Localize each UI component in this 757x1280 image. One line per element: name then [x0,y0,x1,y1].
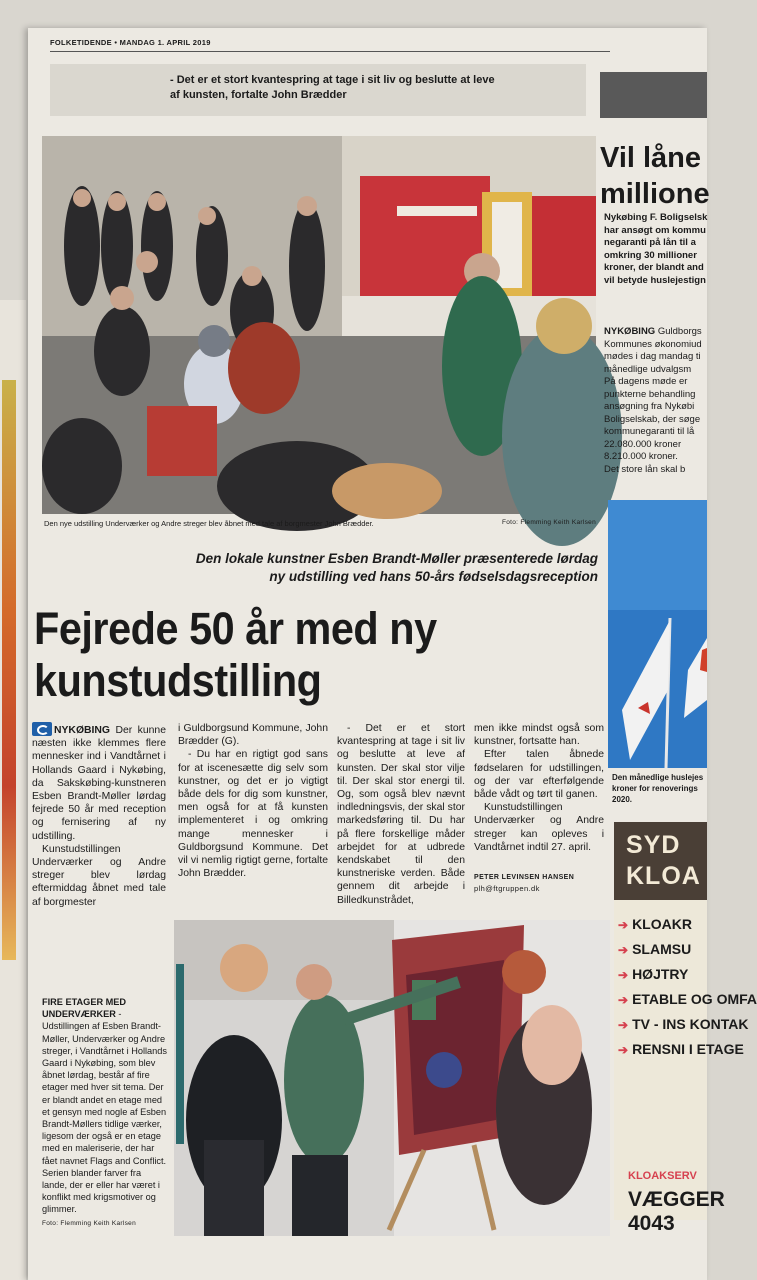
side-article-headline [600,140,710,212]
article-column-1 [32,722,166,909]
pull-quote-text: - Det er et stort kvantespring at tage i sit liv og beslutte at leve af kunsten, fortalte John Brædder [170,74,495,101]
arrow-right-icon: ➔ [618,993,629,1007]
byline [474,872,574,894]
side-body-line: Det store lån skal b [604,463,686,475]
side-body-line: månedlige udvalgsm [604,363,692,375]
side-header-bar [600,72,707,118]
side-dateline: NYKØBING [604,326,656,337]
article-column-3 [337,722,465,907]
flags-caption-line: kroner for renoverings [612,784,698,793]
ad-service-item: ➔ RENSNI I ETAGE [618,1041,744,1057]
headline-line-1: Fejrede 50 år med ny [34,603,437,654]
pull-quote [50,64,586,116]
paper-name: FOLKETIDENDE [50,38,112,47]
photo2-caption-head: FIRE ETAGER MED UNDERVÆRKER [42,997,127,1020]
side-body-line: ansøgning fra Nykøbi [604,401,695,412]
flags-caption-line: Den månedlige huslejes [612,773,704,782]
ad-phone-label: VÆGGER [628,1188,725,1211]
flags-photo [608,500,707,768]
article-headline [34,603,549,707]
photo1-caption-text: Den nye udstilling Underværker og Andre streger blev åbnet med tale af borgmester John Brædder. [44,519,374,528]
ad-title-line-1: SYD [626,831,681,859]
col4-paragraph-3: Kunstudstillingen Underværker og Andre streger kan opleves i Vandtårnet indtil 27. april. [474,802,604,853]
byline-email[interactable]: plh@ftgruppen.dk [474,884,540,893]
newspaper-logo-icon [32,722,52,736]
side-intro-line: negaranti på lån til a [604,237,696,248]
side-headline-line-1: Vil låne [600,142,702,174]
side-intro-line: kroner, der blandt and [604,262,704,273]
arrow-right-icon: ➔ [618,1043,629,1057]
flags-photo-caption [612,772,712,805]
side-article-intro [604,212,714,287]
article-kicker [40,550,598,586]
side-body-line: mødes i dag mandag ti [604,351,701,362]
col4-paragraph-2: Efter talen åbnede fødselaren for udstillingen, og der var efterfølgende både vådt og tørt til ganen. [474,749,604,801]
arrow-right-icon: ➔ [618,943,629,957]
photo2-caption [42,996,168,1230]
page-header: FOLKETIDENDE • MANDAG 1. APRIL 2019 [50,38,610,52]
photo1-caption [44,519,596,528]
photo1-credit: Foto: Flemming Keith Karlsen [501,519,596,526]
side-intro-line: har ansøgt om kommu [604,224,706,236]
col3-paragraph-1: - Det er et stort kvantespring at tage i sit liv og beslutte at leve af kunsten. Der skal stor vilje til. Der skal stor energi til. Og, som også blev nævnt indledningsvis, der skal stor markedsføring til. Du har på flere forskellige måder arbejdet for at udbrede kendskabet til den kunstneriske verden. Både gennem dit arbejde i Billedkunstrådet, [337,723,465,906]
side-body-line: kommunegaranti til lå [604,426,695,437]
side-article-body [604,326,714,476]
ad-title [614,822,707,900]
article-column-2 [178,722,328,880]
kicker-line-2: ny udstilling ved hans 50-års fødselsdagsreception [269,569,598,584]
ad-service-list [618,916,757,1066]
col1-paragraph-2: Kunstudstillingen Underværker og Andre streger blev lørdag eftermiddag åbnet med tale af borgmester [32,843,166,908]
arrow-right-icon: ➔ [618,918,629,932]
side-body-line: Kommunes økonomiud [604,338,702,350]
side-intro-line: omkring 30 millioner [604,249,697,261]
col1-paragraph-1: Der kunne næsten ikke klemmes flere mennesker ind i Vandtårnet i Hollands Gaard i Nykøbing, da Sakskøbing-kunstneren Esben Brandt-Møller lørdag fejrede 50 år med reception og fernisering af ny udstilling. [32,725,166,842]
dateline: NYKØBING [54,725,110,736]
side-body-line: Boligselskab, der søge [604,413,701,425]
arrow-right-icon: ➔ [618,968,629,982]
ad-service-item: ➔ ETABLE OG OMFA [618,991,757,1007]
side-body-line: 22.080.000 kroner [604,438,682,450]
ad-service-item: ➔ HØJTRY [618,966,689,982]
side-body-line: punkterne behandling [604,388,696,400]
ad-service-item: ➔ KLOAKR [618,916,692,932]
col2-paragraph-1: i Guldborgsund Kommune, John Brædder (G). [178,723,328,748]
photo2-caption-text: - Udstillingen af Esben Brandt-Møller, Underværker og Andre streger, i Vandtårnet i Hollands Gaard i Nykøbing, som blev åbnet lørdag, består af fire etager med hver sit tema. Der er blandt andet en etage med et gensyn med nogle af Esben Brandt-Møllers tidlige værker, ligesom der også er en etage med en maleriserie, der har fået navnet Flags and Conflict. Serien blander farver fra lande, der er eller har været i konflikt med krigsmotiver og glimmer. [42,1009,167,1215]
flags-caption-line: 2020. [612,795,633,804]
headline-line-2: kunstudstilling [34,655,322,706]
side-intro-line: vil betyde huslejestign [604,274,706,286]
reception-photo [42,136,596,514]
artwork-photo [174,920,610,1236]
col4-paragraph-1: men ikke mindst også som kunstner, fortsatte han. [474,723,604,748]
col2-paragraph-2: - Du har en rigtigt god sans for at iscenesætte dig selv som kunstner, og det er jo vigtigt både dels for dig som kunstner, men også for at få kunsten implementeret i og omkring mange mennesker i Guldborgsund Kommune. Det vil vi nemlig rigtigt gerne, fortalte John Brædder. [178,749,328,880]
ad-tag: KLOAKSERV [628,1170,697,1182]
ad-title-line-2: KLOA [626,862,701,890]
side-intro-line: Nykøbing F. Boligselsk [604,212,708,223]
article-column-4 [474,722,604,854]
ad-service-item: ➔ TV - INS KONTAK [618,1016,749,1032]
side-headline-line-2: millione [600,178,710,210]
side-body-line: 8.210.000 kroner. [604,451,678,462]
ad-service-item: ➔ SLAMSU [618,941,692,957]
sewer-service-ad [614,822,757,1235]
side-body-line: På dagens møde er [604,376,688,387]
arrow-right-icon: ➔ [618,1018,629,1032]
photo2-credit: Foto: Flemming Keith Karlsen [42,1219,137,1227]
byline-name: PETER LEVINSEN HANSEN [474,874,575,881]
side-body-line: Guldborgs [657,326,702,337]
ad-phone: 4043 [628,1212,675,1235]
page-date: MANDAG 1. APRIL 2019 [119,38,211,47]
adjacent-page-strip [0,300,26,1280]
kicker-line-1: Den lokale kunstner Esben Brandt-Møller præsenterede lørdag [195,551,598,566]
